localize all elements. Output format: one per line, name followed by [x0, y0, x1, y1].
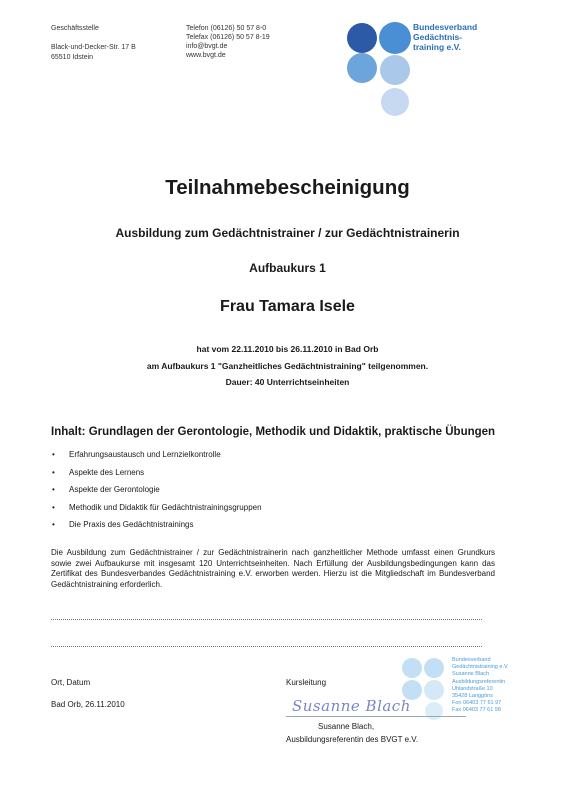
signature-line	[286, 716, 466, 717]
dates-mid: in	[332, 344, 345, 354]
org-name-line-2: Gedächtnis-	[413, 32, 463, 42]
handwritten-signature: Susanne Blach	[292, 697, 411, 715]
content-heading: Inhalt: Grundlagen der Gerontologie, Methodik und Didaktik, praktische Übungen	[51, 426, 496, 438]
topic-list	[52, 446, 262, 534]
web-text: www.bvgt.de	[186, 52, 226, 59]
org-name-line-3: training e.V.	[413, 42, 461, 52]
course-leader-name: Susanne Blach,	[318, 722, 375, 731]
attendance-dates	[0, 342, 575, 357]
training-subtitle: Ausbildung zum Gedächtnistrainer / zur Gedächtnistrainerin	[115, 226, 460, 240]
list-item: • Die Praxis des Gedächtnistrainings	[52, 516, 262, 534]
stamp-line: Fon 06403 77 61 97	[452, 700, 502, 707]
course-leader-role: Ausbildungsreferentin des BVGT e.V.	[286, 735, 419, 744]
stamp-line: Fax 06403 77 61 98	[452, 707, 501, 714]
list-item: • Aspekte der Gerontologie	[52, 481, 262, 499]
attendance-course	[0, 359, 575, 374]
office-label: Geschäftsstelle	[51, 25, 99, 32]
info-paragraph: Die Ausbildung zum Gedächtnistrainer / zur Gedächtnistrainerin nach ganzheitlicher Methode umfasst einen Grundkurs sowie zwei Aufbaukurse mit insgesamt 120 Unterrichtseinheiten. Nach Erfüllung der Ausbildungsbedingungen kann das Zertifikat des Bundesverbandes Gedächtnistraining e.V. erworben werden. Hierzu ist die Mitgliedschaft im Bundesverband Gedächtnistraining erforderlich.	[51, 548, 495, 589]
course-name: Aufbaukurs 1	[249, 261, 326, 275]
list-item: • Erfahrungsaustausch und Lernzielkontrolle	[52, 446, 262, 464]
place-date-value: Bad Orb, 26.11.2010	[51, 700, 125, 709]
course-location: Bad Orb	[344, 344, 379, 354]
stamp-line: Gedächtnistraining e.V.	[452, 664, 509, 671]
fax-text: Telefax (06126) 50 57 8-19	[186, 34, 270, 41]
list-item: • Aspekte des Lernens	[52, 464, 262, 482]
office-street: Black-und-Decker-Str. 17 B	[51, 44, 136, 51]
dotted-line	[51, 619, 482, 620]
stamp-line: Susanne Blach	[452, 671, 489, 678]
course-title-quote: "Ganzheitliches Gedächtnistraining"	[217, 361, 366, 371]
stamp-line: 35428 Langgöns	[452, 693, 493, 700]
stamp-line: Bundesverband	[452, 657, 491, 663]
email-text: info@bvgt.de	[186, 43, 228, 50]
participant-name: Frau Tamara Isele	[220, 298, 355, 315]
place-date-label: Ort, Datum	[51, 678, 91, 687]
stamp-line: Ausbildungsreferentin	[452, 678, 506, 685]
course-suffix: teilgenommen.	[365, 361, 429, 371]
course-prefix: am Aufbaukurs 1	[146, 361, 218, 371]
stamp-block	[452, 657, 509, 715]
phone-text: Telefon (06126) 50 57 8-0	[186, 25, 267, 32]
dates-prefix: hat vom	[196, 344, 232, 354]
page-title: Teilnahmebescheinigung	[165, 176, 410, 199]
org-name-line-1: Bundesverband	[413, 22, 478, 32]
office-city: 65510 Idstein	[51, 54, 94, 61]
dotted-line	[51, 646, 482, 647]
list-item: • Methodik und Didaktik für Gedächtnistrainingsgruppen	[52, 499, 262, 517]
stamp-line: Uhlandstraße 10	[452, 685, 493, 692]
date-range: 22.11.2010 bis 26.11.2010	[231, 344, 333, 354]
course-leader-label: Kursleitung	[286, 678, 327, 687]
course-duration: Dauer: 40 Unterrichtseinheiten	[225, 377, 350, 387]
